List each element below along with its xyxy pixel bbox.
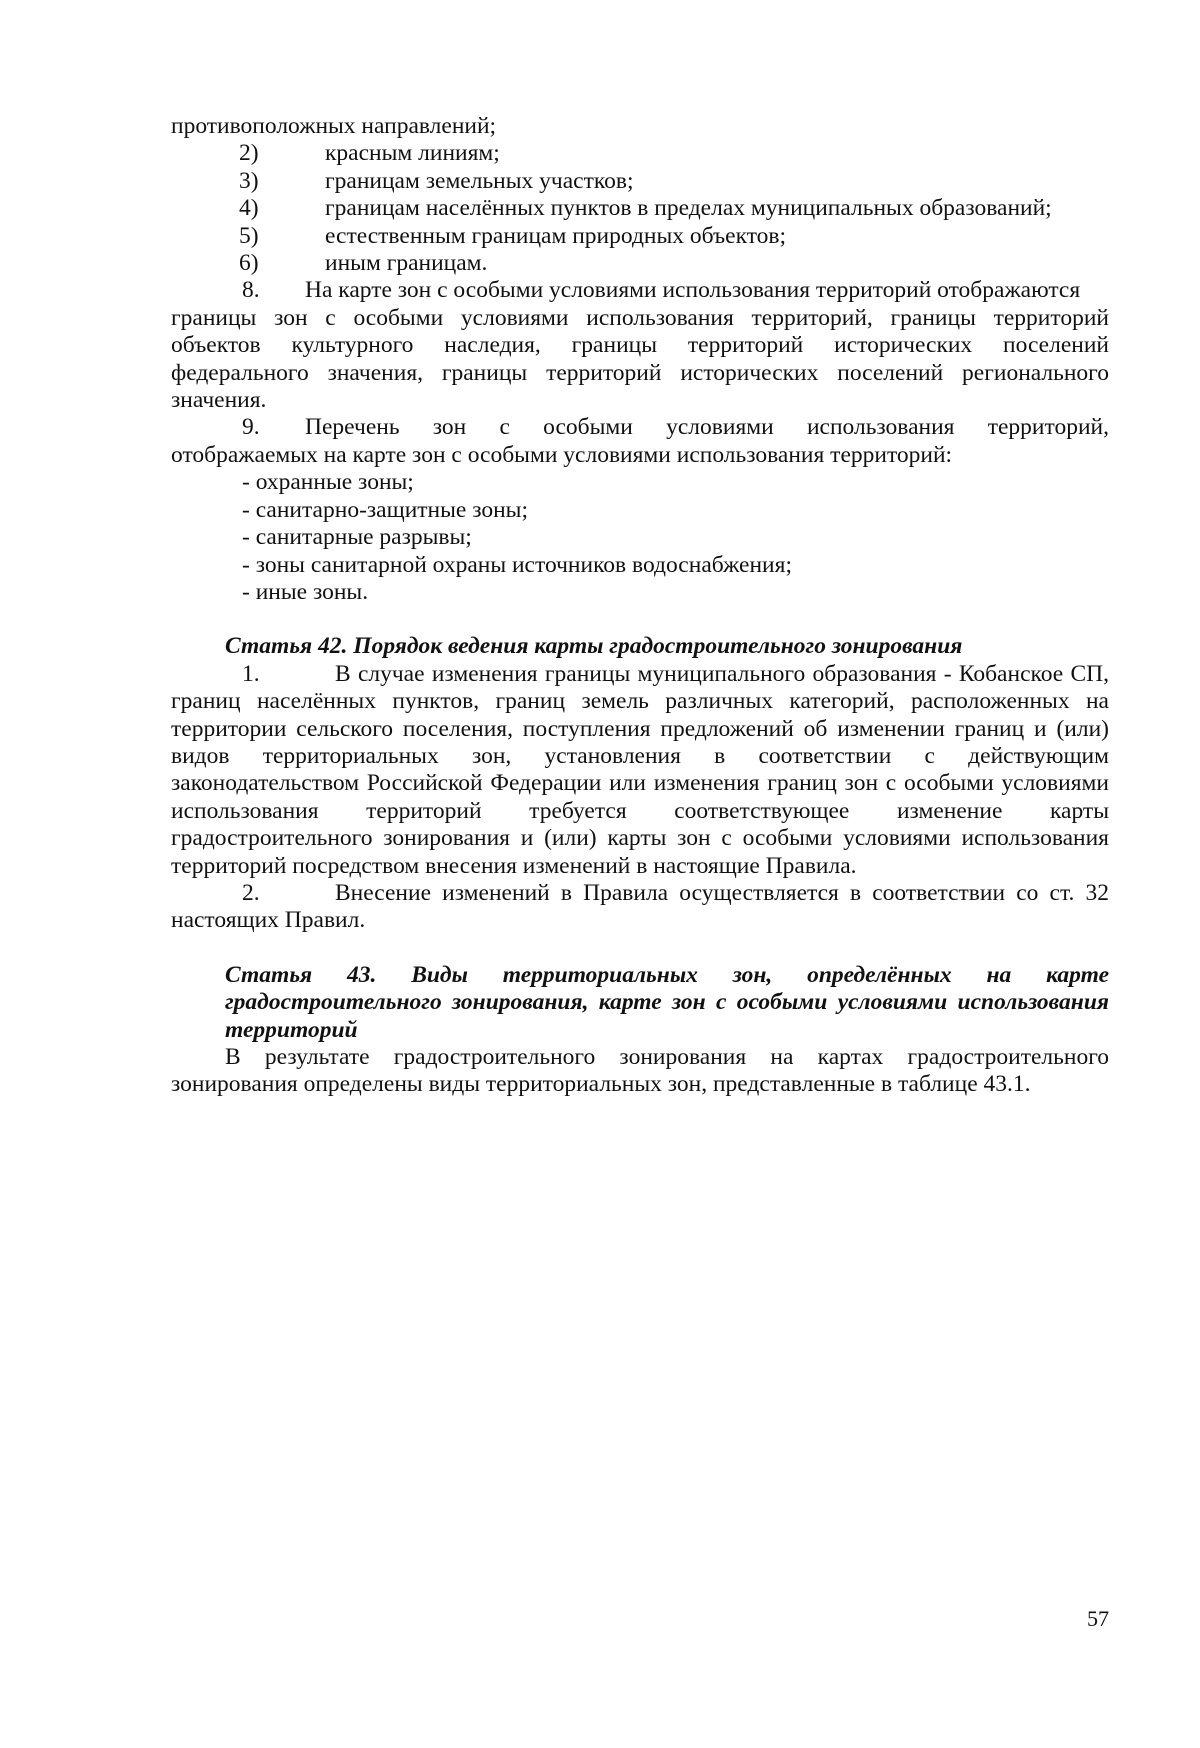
paragraph-line: использования территорий требуется соответствующее изменение карты — [171, 797, 1109, 824]
intro-continuation: противоположных направлений; — [171, 113, 497, 139]
paragraph-line-text: В случае изменения границы муниципального образования - Кобанское СП, — [335, 660, 1109, 687]
article-42-heading: Статья 42. Порядок ведения карты градостроительного зонирования — [225, 633, 963, 660]
paragraph-line — [171, 277, 1109, 304]
sub-item — [171, 195, 1109, 222]
sub-item-number: 3) — [239, 167, 259, 194]
paragraph-line-text: На карте зон с особыми условиями использования территорий отображаются — [305, 277, 1081, 304]
sub-item-text: границам земельных участков; — [325, 167, 634, 194]
paragraph-line: настоящих Правил. — [171, 907, 366, 934]
sub-item — [171, 140, 1109, 167]
paragraph-line: видов территориальных зон, установления в соответствии с действующим — [171, 742, 1109, 769]
sub-item-number: 4) — [239, 195, 259, 222]
paragraph-number: 2. — [242, 879, 260, 906]
paragraph-line: границы зон с особыми условиями использования территорий, границы территорий — [171, 304, 1109, 331]
paragraph-line: объектов культурного наследия, границы территорий исторических поселений — [171, 332, 1109, 359]
paragraph-number: 1. — [242, 660, 260, 687]
list-item: - санитарно-защитные зоны; — [242, 496, 529, 523]
paragraph-line: отображаемых на карте зон с особыми условиями использования территорий: — [171, 441, 953, 468]
sub-item — [171, 223, 1109, 250]
sub-item-text: естественным границам природных объектов; — [325, 222, 787, 249]
list-item: - охранные зоны; — [242, 469, 414, 496]
sub-item-text: красным линиям; — [325, 140, 500, 167]
spacer — [171, 935, 1109, 962]
sub-item-number: 6) — [239, 250, 259, 277]
heading-line: градостроительного зонирования, карте зон с особыми условиями использования — [225, 989, 1109, 1016]
paragraph-line: федерального значения, границы территорий исторических поселений регионального — [171, 359, 1109, 386]
paragraph-line: границ населённых пунктов, границ земель различных категорий, расположенных на — [171, 688, 1109, 715]
paragraph-line — [171, 880, 1109, 907]
paragraph-line: законодательством Российской Федерации или изменения границ зон с особыми условиями — [171, 770, 1109, 797]
paragraph-number: 9. — [242, 414, 260, 441]
paragraph-line-text: Перечень зон с особыми условиями использования территорий, — [305, 414, 1109, 441]
sub-item — [171, 168, 1109, 195]
paragraph-line: значения. — [171, 387, 267, 414]
paragraph-line: градостроительного зонирования и (или) карты зон с особыми условиями использования — [171, 825, 1109, 852]
sub-item-text: иным границам. — [325, 250, 488, 277]
paragraph-9 — [171, 414, 1109, 469]
paragraph-line: территории сельского поселения, поступления предложений об изменении границ и (или) — [171, 715, 1109, 742]
document-body — [171, 113, 1109, 1099]
article-43-body — [171, 1044, 1109, 1099]
sub-item-number: 2) — [239, 140, 259, 167]
article-43-heading — [171, 962, 1109, 1044]
paragraph-8 — [171, 277, 1109, 414]
zone-list — [171, 469, 1109, 606]
sub-item-text: границам населённых пунктов в пределах муниципальных образований; — [325, 195, 1052, 222]
sub-item-number: 5) — [239, 222, 259, 249]
article-42-paragraph-2 — [171, 880, 1109, 935]
paragraph-line: В результате градостроительного зонирования на картах градостроительного — [225, 1044, 1109, 1070]
list-item: - зоны санитарной охраны источников водоснабжения; — [242, 551, 792, 578]
paragraph-number: 8. — [242, 277, 260, 304]
paragraph-line — [171, 414, 1109, 441]
paragraph-line: территорий посредством внесения изменений в настоящие Правила. — [171, 852, 857, 879]
paragraph-line: зонирования определены виды территориальных зон, представленные в таблице 43.1. — [171, 1071, 1031, 1098]
paragraph-line-text: Внесение изменений в Правила осуществляется в соответствии со ст. 32 — [335, 879, 1109, 906]
heading-line: территорий — [225, 1016, 358, 1043]
heading-line: Статья 43. Виды территориальных зон, определённых на карте — [225, 961, 1109, 988]
article-42-paragraph-1 — [171, 661, 1109, 880]
sub-item — [171, 250, 1109, 277]
list-item: - иные зоны. — [242, 578, 369, 605]
page-number: 57 — [1087, 1606, 1109, 1631]
list-item: - санитарные разрывы; — [242, 524, 472, 551]
paragraph-line — [171, 661, 1109, 688]
spacer — [171, 606, 1109, 633]
